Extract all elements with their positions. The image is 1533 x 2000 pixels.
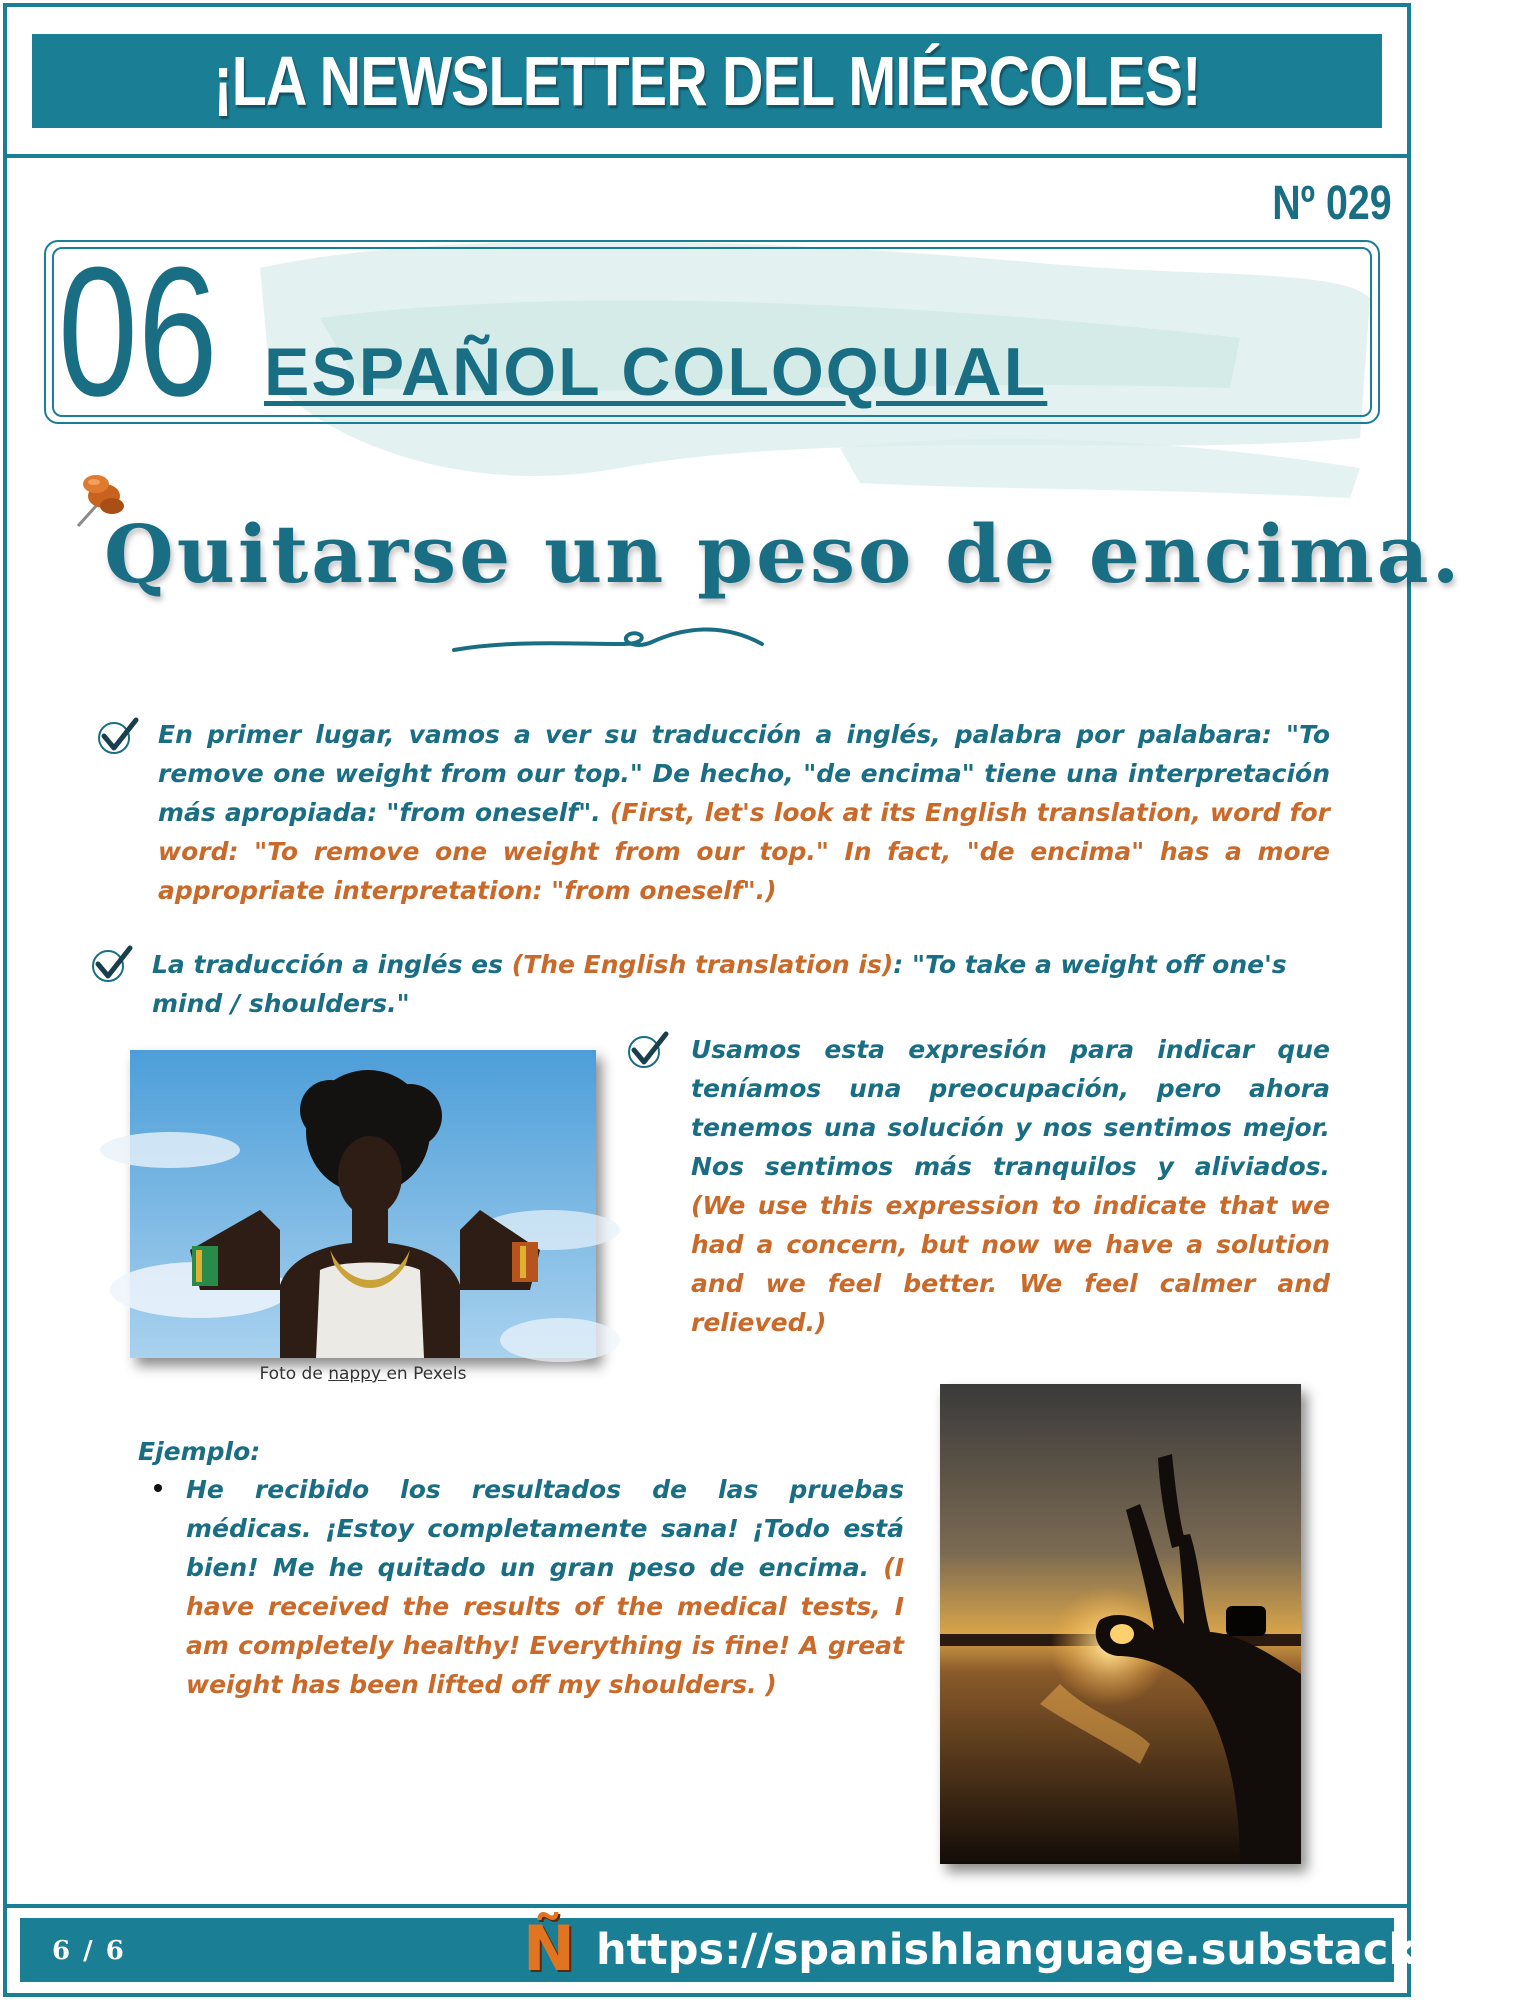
- woman-sky-photo: [130, 1050, 596, 1358]
- checkmark-icon: [96, 716, 140, 756]
- point-2-spanish-before: La traducción a inglés es: [152, 950, 512, 979]
- point-2-english: (The English translation is): [511, 950, 894, 979]
- flourish-divider: [452, 610, 768, 656]
- expression-heading: Quitarse un peso de encima.: [104, 507, 1463, 601]
- point-1-spanish: En primer lugar, vamos a ver su traducción a inglés, palabra por palabara: "To remove one weight from our top." De hecho, "de encima" tiene una interpretación más apropiada: "from oneself".: [158, 720, 1330, 827]
- section-title: ESPAÑOL COLOQUIAL: [264, 334, 1048, 410]
- section-number: 06: [58, 228, 218, 434]
- point-1-english: (First, let's look at its English translation, word for word: "To remove one weight from our top." In fact, "de encima" has a more appropriate interpretation: "from oneself".): [158, 798, 1330, 905]
- point-2-text: [152, 945, 1330, 1023]
- caption-suffix: en Pexels: [386, 1364, 467, 1384]
- example-spanish: He recibido los resultados de las pruebas médicas. ¡Estoy completamente sana! ¡Todo está bien! Me he quitado un gran peso de encima.: [186, 1475, 904, 1582]
- header-divider: [7, 154, 1407, 158]
- footer-divider: [7, 1904, 1407, 1908]
- issue-number: Nº 029: [1272, 177, 1392, 230]
- logo-icon: Ñ: [523, 1912, 575, 1985]
- sunset-hand-photo: [940, 1384, 1301, 1864]
- point-3-spanish: Usamos esta expresión para indicar que teníamos una preocupación, pero ahora tenemos una solución y nos sentimos mejor. Nos sentimos más tranquilos y aliviados.: [691, 1035, 1330, 1181]
- example-english: (I have received the results of the medical tests, I am completely healthy! Everything is fine! A great weight has been lifted off my shoulders. ): [186, 1553, 904, 1699]
- example-text: [186, 1470, 904, 1704]
- caption-prefix: Foto de: [259, 1364, 329, 1384]
- photo-caption: [130, 1364, 596, 1384]
- example-bullet: [154, 1484, 162, 1492]
- newsletter-title: ¡LA NEWSLETTER DEL MIÉRCOLES!: [213, 42, 1201, 120]
- checkmark-icon: [626, 1030, 670, 1070]
- photo-author-link[interactable]: nappy: [328, 1364, 387, 1384]
- checkmark-icon: [90, 944, 134, 984]
- point-1-text: [158, 715, 1330, 910]
- point-3-text: [691, 1030, 1330, 1342]
- point-2-spanish-after: : "To take a weight off one's mind / shoulders.": [152, 950, 1287, 1018]
- page-indicator: 6 / 6: [52, 1936, 126, 1966]
- point-3-english: (We use this expression to indicate that we had a concern, but now we have a solution and we feel better. We feel calmer and relieved.): [691, 1191, 1330, 1337]
- example-label: Ejemplo:: [138, 1437, 261, 1466]
- footer-url-link[interactable]: https://spanishlanguage.substack.com: [596, 1925, 1533, 1975]
